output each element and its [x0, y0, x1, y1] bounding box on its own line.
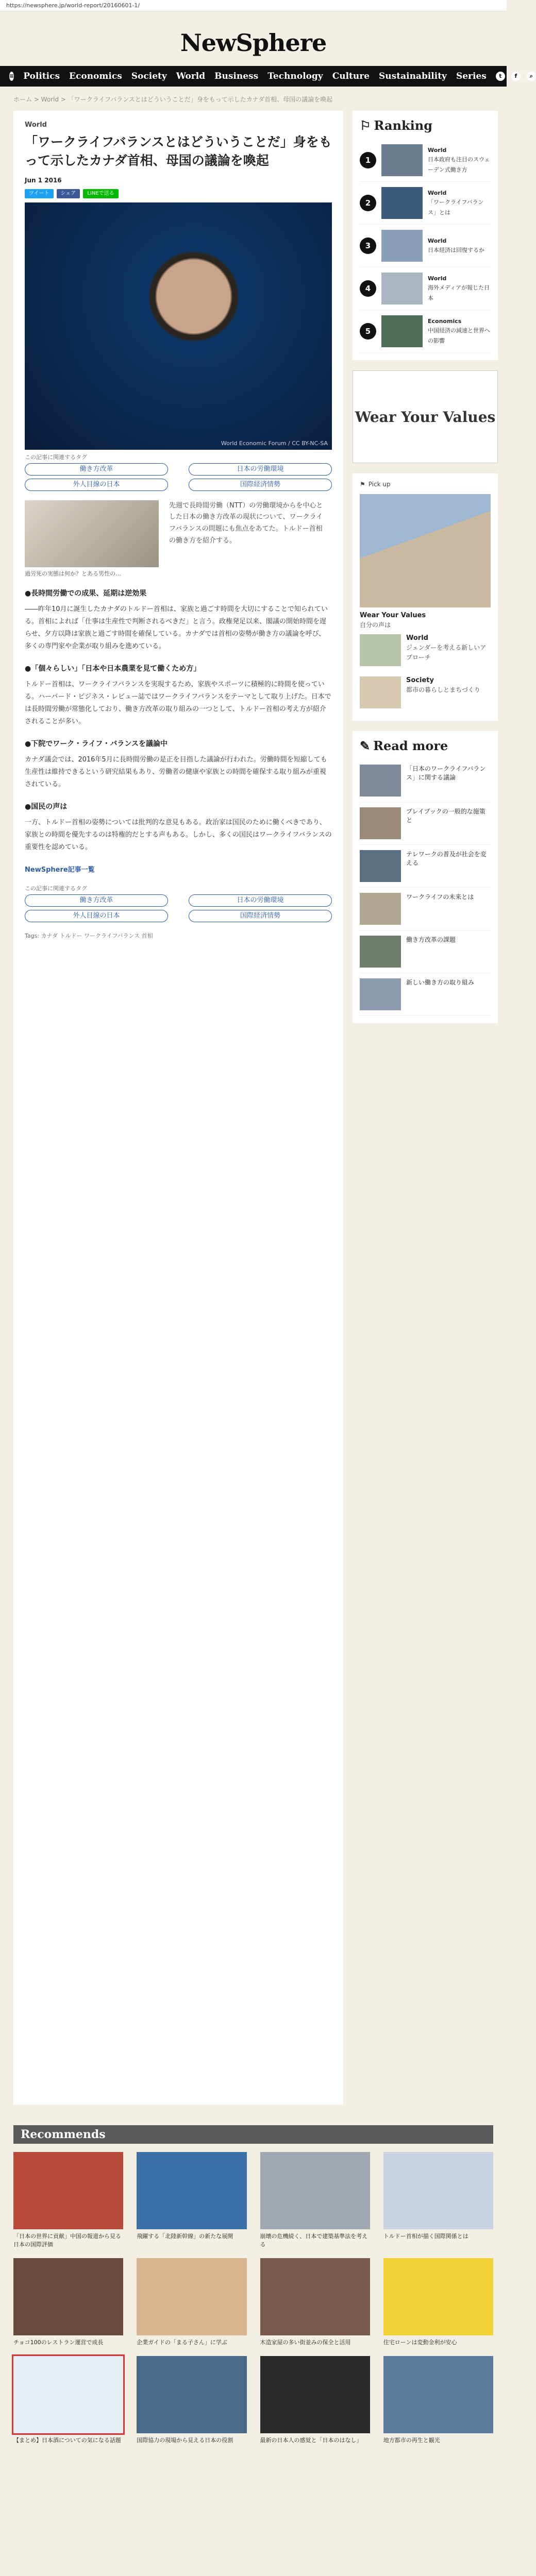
nav-item-sustainability[interactable]: Sustainability — [379, 71, 447, 81]
recommend-card[interactable]: 国際協力の現場から見える日本の役割 — [137, 2356, 246, 2445]
recommend-card[interactable]: トルドー首相が描く国際関係とは — [383, 2152, 493, 2249]
article — [13, 111, 343, 2105]
facebook-icon[interactable]: f — [511, 72, 521, 81]
nav-item-politics[interactable]: Politics — [23, 71, 60, 81]
ranking-item[interactable]: 1 World 日本政府も注目のスウェーデン式働き方 — [360, 139, 491, 182]
article-date: Jun 1 2016 — [25, 176, 62, 184]
tag-link[interactable]: 外人目線の日本 — [25, 479, 168, 491]
readmore-title: ✎ Read more — [360, 738, 448, 753]
tag-link[interactable]: 日本の労働環境 — [189, 894, 332, 907]
nav-item-society[interactable]: Society — [131, 71, 167, 81]
sidebar — [353, 111, 498, 2105]
readmore-item[interactable]: テレワークの普及が社会を変える — [360, 845, 491, 888]
thumbnail — [381, 230, 423, 262]
tag-line: Tags: カナダ トルドー ワークライフバランス 首相 — [25, 933, 153, 940]
ranking-block — [353, 111, 498, 360]
readmore-item[interactable]: 働き方改革の課題 — [360, 930, 491, 973]
search-icon[interactable]: ⌕ — [527, 72, 536, 81]
nav-item-economics[interactable]: Economics — [69, 71, 122, 81]
thumbnail — [381, 315, 423, 347]
book-icon: ✎ — [360, 738, 371, 753]
section-body: カナダ議会では、2016年5月に長時間労働の是正を目指した議論が行われた。労働時間を短縮しても生産性は維持できるという研究結果もあり、労働者の健康や家族との時間を確保する取り組みが重視されている。 — [25, 755, 327, 788]
related-tags-heading: この記事に関連するタグ — [25, 453, 87, 461]
tag-link[interactable]: 働き方改革 — [25, 463, 168, 476]
line-button[interactable]: LINEで送る — [83, 189, 118, 198]
related-tags-bottom — [25, 894, 332, 922]
recommend-card[interactable]: 最新の日本人の感覚と「日本のはなし」 — [260, 2356, 370, 2445]
section-heading: ●国民の声は — [25, 803, 68, 811]
ranking-title: ⚐ Ranking — [360, 118, 432, 133]
readmore-item[interactable]: ワークライフの未来とは — [360, 888, 491, 930]
figure-image — [25, 500, 159, 567]
nav-item-culture[interactable]: Culture — [332, 71, 370, 81]
recommends-title: Recommends — [13, 2125, 493, 2144]
recommend-card[interactable]: 崩壊の危機続く、日本で建築基準法を考える — [260, 2152, 370, 2249]
ranking-icon: ⚐ — [360, 118, 371, 133]
readmore-item[interactable]: プレイブックの一般的な施策と — [360, 802, 491, 845]
menu-icon[interactable]: ≡ — [9, 72, 14, 81]
related-tags — [25, 463, 332, 491]
read-more-link[interactable]: NewSphere記事一覧 — [25, 866, 95, 874]
recommend-card[interactable]: 飛躍する「北陸新幹線」の新たな展開 — [137, 2152, 246, 2249]
readmore-block — [353, 731, 498, 1023]
image-credit: World Economic Forum / CC BY-NC-SA — [221, 439, 328, 447]
tweet-button[interactable]: ツイート — [25, 189, 54, 198]
nav-item-business[interactable]: Business — [214, 71, 259, 81]
main-nav — [0, 66, 533, 87]
tag-link[interactable]: 働き方改革 — [25, 894, 168, 907]
twitter-icon[interactable]: t — [496, 72, 505, 81]
recommend-card[interactable]: 【まとめ】日本酒についての気になる話題 — [13, 2356, 123, 2445]
pickup-image[interactable] — [360, 494, 491, 607]
recommend-card[interactable]: チョコ100のレストラン運営で成長 — [13, 2258, 123, 2347]
recommend-card[interactable]: 地方都市の再生と観光 — [383, 2356, 493, 2445]
intro-text: 先週で長時間労働（NTT）の労働環境からを中心とした日本の働き方改革の現状について、ワークライフバランスの問題にも焦点をあてた。トルドー首相の働き方を紹介する。 — [169, 501, 323, 545]
thumbnail — [381, 144, 423, 176]
section-body: 一方、トルドー首相の姿勢については批判的な意見もある。政治家は国民のために働くべきであり、家族との時間を優先するのは特権的だとする声もある。しかし、多くの国民はワークライフバランスの重要性を認めている。 — [25, 819, 332, 852]
recommend-card[interactable]: 「日本の世界に貢献」中国の報道から見る日本の国際評価 — [13, 2152, 123, 2249]
related-tags-heading-bottom: この記事に関連するタグ — [25, 885, 87, 892]
tag-link[interactable]: 日本の労働環境 — [189, 463, 332, 476]
nav-item-world[interactable]: World — [176, 71, 206, 81]
ranking-item[interactable]: 3 World 日本経済は回復するか — [360, 225, 491, 267]
nav-item-technology[interactable]: Technology — [267, 71, 323, 81]
tag-link[interactable]: 国際経済情勢 — [189, 479, 332, 491]
ranking-item[interactable]: 2 World 「ワークライフバランス」とは — [360, 182, 491, 225]
thumbnail — [381, 273, 423, 304]
site-logo[interactable]: NewSphere — [180, 29, 327, 57]
ranking-item[interactable]: 4 World 海外メディアが報じた日本 — [360, 267, 491, 310]
pickup-main-title[interactable]: Wear Your Values — [360, 612, 426, 619]
hero-image — [25, 202, 332, 450]
pickup-item[interactable]: World ジェンダーを考える新しいアプローチ — [360, 629, 491, 671]
pickup-block — [353, 473, 498, 721]
url-bar[interactable]: https://newsphere.jp/world-report/20160601-1/ — [0, 0, 507, 11]
pickup-item[interactable]: Society 都市の暮らしとまちづくり — [360, 671, 491, 714]
recommend-card[interactable]: 住宅ローンは変動金利が安心 — [383, 2258, 493, 2347]
section-heading: ●長時間労働での成果、延期は逆効果 — [25, 589, 147, 598]
page-title: 「ワークライフバランスとはどういうことだ」身をもって示したカナダ首相、母国の議論を喚起 — [25, 134, 332, 168]
section-heading: ●下院でワーク・ライフ・バランスを議論中 — [25, 739, 167, 748]
article-category[interactable]: World — [25, 121, 47, 129]
breadcrumb[interactable]: ホーム > World > 「ワークライフバランスとはどういうことだ」身をもって示したカナダ首相、母国の議論を喚起 — [13, 96, 333, 103]
tag-link[interactable]: 国際経済情勢 — [189, 910, 332, 922]
section-heading: ●「個々らしい」「日本や日本農業を見て働くため方」 — [25, 664, 201, 673]
thumbnail — [360, 676, 401, 708]
section-body: ――昨年10月に誕生したカナダのトルドー首相は、家族と過ごす時間を大切にすることで知られている。首相によれば「仕事は生産性で判断されるべきだ」と言う。政権発足以来、閣議の開始時間を遅らせ、夕方以降は家族と過ごす時間を確保している。カナダでは首相の姿勢が働き方の議論を呼び、多くの専門家や企業が取り組みを進めている。 — [25, 605, 328, 650]
nav-item-series[interactable]: Series — [456, 71, 487, 81]
section-body: トルドー首相は、ワークライフバランスを実現するため、家族やスポーツに積極的に時間を使っている。ハーバード・ビジネス・レビュー誌ではワークライフバランスをテーマとして取り上げた。日本では長時間労働が常態化しており、働き方改革の取り組みの一つとして、トルドー首相の考え方が紹介されることが多い。 — [25, 680, 331, 725]
sidebar-ad[interactable]: Wear Your Values — [353, 370, 498, 463]
recommend-card[interactable]: 木造家屋の多い街並みの保全と活用 — [260, 2258, 370, 2347]
pickup-main-sub: 自分の声は — [360, 621, 391, 629]
figure-caption: 過労死の実態は何か？とある男性の… — [25, 570, 121, 577]
tag-link[interactable]: 外人目線の日本 — [25, 910, 168, 922]
ranking-item[interactable]: 5 Economics 中国経済の減速と世界への影響 — [360, 310, 491, 353]
thumbnail — [360, 634, 401, 666]
inline-figure — [25, 500, 332, 578]
recommends-section — [0, 2125, 507, 2445]
share-buttons — [25, 189, 332, 198]
recommend-card[interactable]: 企業ガイドの「まる子さん」に学ぶ — [137, 2258, 246, 2347]
pickup-title: ⚑ Pick up — [360, 481, 391, 488]
thumbnail — [381, 187, 423, 219]
pickup-icon: ⚑ — [360, 481, 365, 488]
share-button[interactable]: シェア — [57, 189, 80, 198]
readmore-item[interactable]: 新しい働き方の取り組み — [360, 973, 491, 1016]
readmore-item[interactable]: 「日本のワークライフバランス」に関する議論 — [360, 759, 491, 802]
